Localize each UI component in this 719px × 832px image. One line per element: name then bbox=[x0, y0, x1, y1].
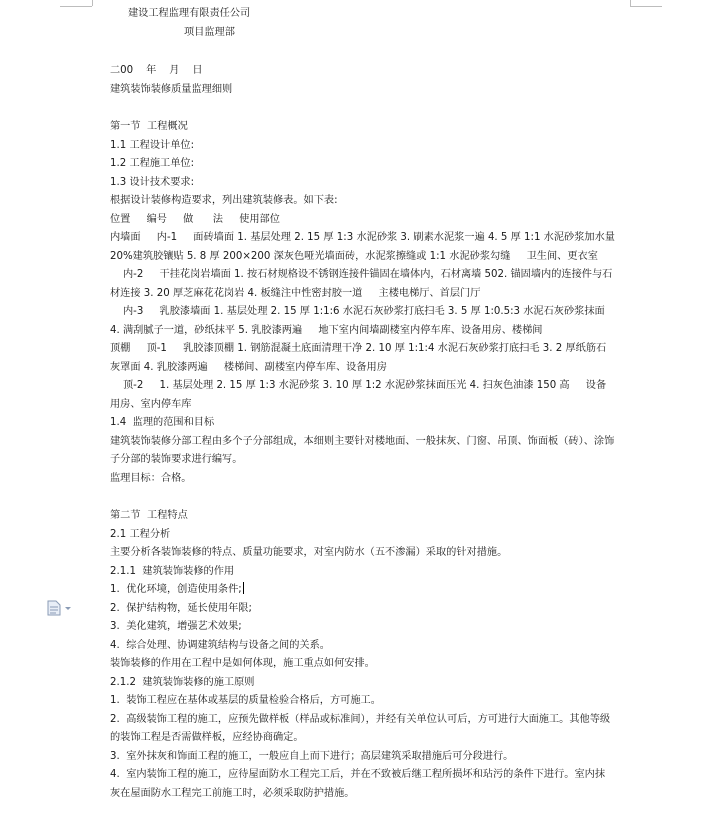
document-line-text: 建筑装饰装修分部工程由多个子分部组成，本细则主要针对楼地面、一般抹灰、门窗、吊顶、饰面板（砖）、涂饰子分部的装饰要求进行编写。 bbox=[110, 435, 615, 465]
document-line bbox=[110, 433, 615, 470]
document-line-text: 2. 高级装饰工程的施工，应预先做样板（样品或标准间），并经有关单位认可后，方可进行大面施工。其他等级的装饰工程是否需做样板，应经协商确定。 bbox=[110, 713, 611, 743]
document-line-text: 2.1.2 建筑装饰装修的施工原则 bbox=[110, 676, 255, 688]
department-name: 项目监理部 bbox=[184, 27, 235, 38]
document-line-text: 装饰装修的作用在工程中是如何体现，施工重点如何安排。 bbox=[110, 658, 375, 669]
document-line-text: 1.2 工程施工单位: bbox=[110, 158, 194, 169]
document-line-text: 2.1 工程分析 bbox=[110, 528, 171, 540]
document-line bbox=[110, 174, 615, 193]
document-line bbox=[110, 544, 615, 563]
document-line bbox=[110, 229, 619, 266]
document-line bbox=[110, 155, 615, 174]
document-line-text: 2.1.1 建筑装饰装修的作用 bbox=[110, 565, 235, 577]
body-lines bbox=[110, 118, 619, 803]
document-line bbox=[110, 563, 615, 582]
document-title: 建筑装饰装修质量监理细则 bbox=[110, 84, 233, 95]
document-line bbox=[110, 118, 615, 137]
document-line bbox=[110, 414, 615, 433]
document-line bbox=[110, 137, 615, 156]
document-line bbox=[110, 488, 615, 507]
document-line bbox=[110, 526, 615, 545]
document-line bbox=[110, 192, 615, 211]
document-line bbox=[110, 470, 615, 489]
document-line-text: 1.4 监理的范围和目标 bbox=[110, 417, 215, 428]
document-line bbox=[110, 766, 615, 803]
document-line-text: 根据设计装修构造要求，列出建筑装修表。如下表: bbox=[110, 195, 338, 206]
document-options-icon[interactable] bbox=[46, 600, 74, 616]
document-line bbox=[110, 655, 615, 674]
document-line-text: 位置 编号 做 法 使用部位 bbox=[110, 213, 280, 225]
document-line-text: 内-3 乳胶漆墙面 1. 基层处理 2. 15 厚 1:1:6 水泥石灰砂浆打底扫毛 3. 5 厚 1:0.5:3 水泥石灰砂浆抹面 4. 满刮腻子一道，砂纸抹平 5. 乳胶漆两遍 地下室内间墙副楼室内停车库、设备用房、楼梯间 bbox=[110, 306, 608, 336]
company-name: 建设工程监理有限责任公司 bbox=[128, 8, 251, 19]
document-line-text: 顶-2 1. 基层处理 2. 15 厚 1:3 水泥砂浆 3. 10 厚 1:2 水泥砂浆抹面压光 4. 扫灰色油漆 150 高 设备用房、室内停车库 bbox=[110, 380, 607, 410]
document-line-text: 第二节 工程特点 bbox=[110, 510, 188, 521]
document-line-text: 2. 保护结构物，延长使用年限; bbox=[110, 602, 252, 614]
document-line-text: 3. 室外抹灰和饰面工程的施工，一般应自上而下进行；高层建筑采取措施后可分段进行。 bbox=[110, 750, 514, 762]
document-line bbox=[110, 340, 615, 377]
document-line bbox=[110, 692, 615, 711]
document-line-text: 4. 综合处理、协调建筑结构与设备之间的关系。 bbox=[110, 639, 330, 651]
document-line-text: 1. 装饰工程应在基体或基层的质量检验合格后，方可施工。 bbox=[110, 695, 381, 706]
document-line bbox=[110, 618, 615, 637]
document-line-text: 1.3 设计技术要求: bbox=[110, 176, 194, 188]
document-line bbox=[110, 211, 615, 230]
document-line bbox=[110, 674, 615, 693]
document-line bbox=[110, 581, 615, 600]
document-line bbox=[110, 637, 615, 656]
document-line-text: 内-2 干挂花岗岩墙面 1. 按石材规格设不锈钢连接件锚固在墙体内，石材离墙 502. 锚固墙内的连接件与石材连接 3. 20 厚芝麻花花岗岩 4. 板缝注中性密封胶一道 主楼电梯厅、首层门厅 bbox=[110, 269, 613, 299]
document-line-text: 3. 美化建筑，增强艺术效果; bbox=[110, 621, 242, 632]
crop-mark-top-right-v bbox=[630, 0, 631, 6]
document-line-text: 监理目标：合格。 bbox=[110, 472, 192, 484]
document-line-text: 1. 优化环境，创造使用条件; bbox=[110, 584, 242, 595]
document-line bbox=[110, 377, 615, 414]
crop-mark-top-left-v bbox=[92, 0, 93, 6]
document-line bbox=[110, 303, 615, 340]
document-line bbox=[110, 600, 615, 619]
crop-mark-top-right-h bbox=[630, 6, 662, 7]
text-cursor bbox=[243, 582, 245, 594]
document-line-text: 1.1 工程设计单位: bbox=[110, 139, 194, 151]
crop-mark-top-left-h bbox=[60, 6, 92, 7]
document-line bbox=[110, 748, 615, 767]
document-line-text: 顶棚 顶-1 乳胶漆顶棚 1. 钢筋混凝土底面清理干净 2. 10 厚 1:1:4 水泥石灰砂浆打底扫毛 3. 2 厚纸筋石灰罩面 4. 乳胶漆两遍 楼梯间、副楼室内停车库、设备用房 bbox=[110, 343, 607, 373]
document-line bbox=[110, 507, 615, 526]
document-line bbox=[110, 711, 615, 748]
date-line: 二00 年 月 日 bbox=[110, 65, 203, 76]
document-line-text: 4. 室内装饰工程的施工，应待屋面防水工程完工后，并在不致被后继工程所损坏和玷污的条件下进行。室内抹灰在屋面防水工程完工前施工时，必须采取防护措施。 bbox=[110, 769, 606, 799]
document-line-text: 主要分析各装饰装修的特点、质量功能要求，对室内防水（五不渗漏）采取的针对措施。 bbox=[110, 547, 508, 558]
document-line bbox=[110, 266, 615, 303]
document-line-text: 内墙面 内-1 面砖墙面 1. 基层处理 2. 15 厚 1:3 水泥砂浆 3. 刷素水泥浆一遍 4. 5 厚 1:1 水泥砂浆加水量 20%建筑胶镶贴 5. 8 厚 200×200 深灰色哑光墙面砖，水泥浆擦缝或 1:1 水泥砂浆勾缝 卫生间、更衣室 bbox=[110, 232, 619, 262]
document-line-text: 第一节 工程概况 bbox=[110, 121, 188, 132]
